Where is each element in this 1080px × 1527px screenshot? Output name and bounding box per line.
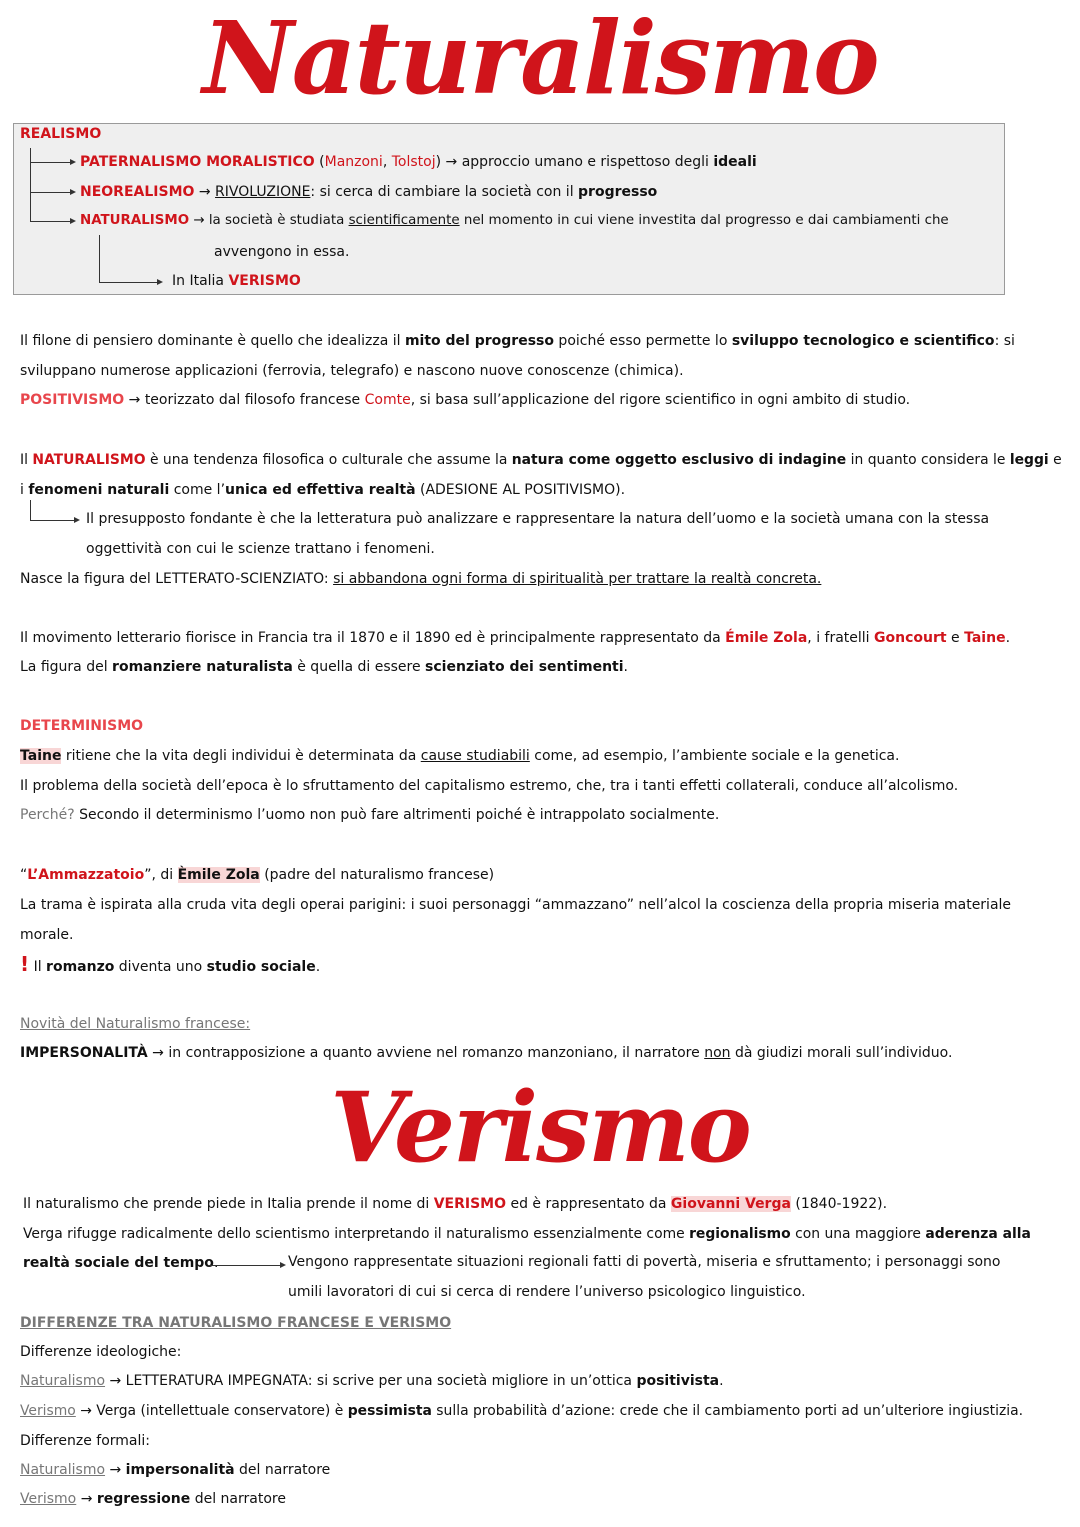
v1-line-3: realtà sociale del tempo.	[23, 1255, 219, 1271]
p5-line-2: La trama è ispirata alla cruda vita degli operai parigini: i suoi personaggi “ammazzano” nell’alcol la coscienza della propria miseria materiale	[20, 897, 1012, 913]
exclamation-icon: !	[20, 952, 30, 976]
p4-line-1: Taine ritiene che la vita degli individui è determinata da cause studiabili come, ad esempio, l’ambiente sociale e la genetica.	[20, 748, 900, 764]
determinismo-heading: DETERMINISMO	[20, 718, 144, 734]
realismo-box	[13, 123, 1005, 295]
p1-line-3: POSITIVISMO → teorizzato dal filosofo francese Comte, si basa sull’applicazione del rigore scientifico in ogni ambito di studio.	[20, 392, 911, 408]
p4-line-3: Perché? Secondo il determinismo l’uomo non può fare altrimenti poiché è intrappolato socialmente.	[20, 807, 720, 823]
p2-branch	[30, 500, 31, 520]
box-row-4: avvengono in essa.	[214, 244, 350, 260]
v2-line-1: Differenze ideologiche:	[20, 1344, 182, 1360]
p2-line-4: oggettività con cui le scienze trattano i fenomeni.	[86, 541, 435, 557]
p5-line-1: “L’Ammazzatoio”, di Èmile Zola (padre del naturalismo francese)	[20, 867, 495, 883]
p4-line-2: Il problema della società dell’epoca è lo sfruttamento del capitalismo estremo, che, tra i tanti effetti collaterali, conduce all’alcolismo.	[20, 778, 959, 794]
box-row-5: In Italia VERISMO	[172, 273, 301, 289]
v1-line-2: Verga rifugge radicalmente dello scientismo interpretando il naturalismo essenzialmente come regionalismo con una maggiore aderenza alla	[23, 1226, 1031, 1242]
p2-line-3: Il presupposto fondante è che la letteratura può analizzare e rappresentare la natura dell’uomo e la società umana con la stessa	[86, 511, 990, 527]
p1-line-2: sviluppano numerose applicazioni (ferrovia, telegrafo) e nascono nuove conoscenze (chimica).	[20, 363, 684, 379]
v1-line-4: umili lavoratori di cui si cerca di rendere l’universo psicologico linguistico.	[288, 1284, 806, 1300]
tree-arrow-1	[30, 162, 70, 163]
differenze-heading: DIFFERENZE TRA NATURALISMO FRANCESE E VERISMO	[20, 1315, 452, 1331]
box-row-2: NEOREALISMO → RIVOLUZIONE: si cerca di cambiare la società con il progresso	[80, 184, 658, 200]
box-row-1: PATERNALISMO MORALISTICO (Manzoni, Tolstoj) → approccio umano e rispettoso degli ideali	[80, 154, 757, 170]
p2-line-1: Il NATURALISMO è una tendenza filosofica o culturale che assume la natura come oggetto esclusivo di indagine in quanto considera le leggi e	[20, 452, 1062, 468]
v2-line-3: Verismo → Verga (intellettuale conservatore) è pessimista sulla probabilità d’azione: crede che il cambiamento porti ad un’ulteriore ingiustizia.	[20, 1403, 1024, 1419]
p2-line-2: i fenomeni naturali come l’unica ed effettiva realtà (ADESIONE AL POSITIVISMO).	[20, 482, 626, 498]
verismo-title: Verismo	[330, 1071, 750, 1184]
p2-arrow	[30, 520, 74, 521]
box-row-3: NATURALISMO → la società è studiata scientificamente nel momento in cui viene investita dal progresso e dai cambiamenti che	[80, 213, 949, 228]
tree-branch	[99, 235, 100, 282]
tree-arrow-2	[30, 192, 70, 193]
box-heading: REALISMO	[20, 126, 102, 142]
tree-trunk	[30, 148, 31, 221]
p6-line-1: IMPERSONALITÀ → in contrapposizione a quanto avviene nel romanzo manzoniano, il narratore non dà giudizi morali sull’individuo.	[20, 1045, 953, 1061]
novita-heading: Novità del Naturalismo francese:	[20, 1016, 251, 1032]
tree-arrow-3	[30, 221, 70, 222]
v1-line-3b: Vengono rappresentate situazioni regionali fatti di povertà, miseria e sfruttamento; i personaggi sono	[288, 1254, 1001, 1270]
v1-line-1: Il naturalismo che prende piede in Italia prende il nome di VERISMO ed è rappresentato da Giovanni Verga (1840-1922).	[23, 1196, 888, 1212]
p5-line-3: morale.	[20, 927, 74, 943]
v2-line-2: Naturalismo → LETTERATURA IMPEGNATA: si scrive per una società migliore in un’ottica positivista.	[20, 1373, 724, 1389]
page-title: Naturalismo	[202, 0, 878, 117]
p2-line-5: Nasce la figura del LETTERATO-SCIENZIATO: si abbandona ogni forma di spiritualità per trattare la realtà concreta.	[20, 571, 822, 587]
tree-arrow-4	[99, 282, 157, 283]
p5-line-4: ! Il romanzo diventa uno studio sociale.	[20, 952, 321, 976]
v1-arrow	[208, 1265, 280, 1266]
p3-line-1: Il movimento letterario fiorisce in Francia tra il 1870 e il 1890 ed è principalmente rappresentato da Émile Zola, i fratelli Goncourt e Taine.	[20, 630, 1011, 646]
v2-line-4: Differenze formali:	[20, 1433, 150, 1449]
p1-line-1: Il filone di pensiero dominante è quello che idealizza il mito del progresso poiché esso permette lo sviluppo tecnologico e scientifico: si	[20, 333, 1015, 349]
v2-line-5: Naturalismo → impersonalità del narratore	[20, 1462, 331, 1478]
v2-line-6: Verismo → regressione del narratore	[20, 1491, 286, 1507]
p3-line-2: La figura del romanziere naturalista è quella di essere scienziato dei sentimenti.	[20, 659, 628, 675]
